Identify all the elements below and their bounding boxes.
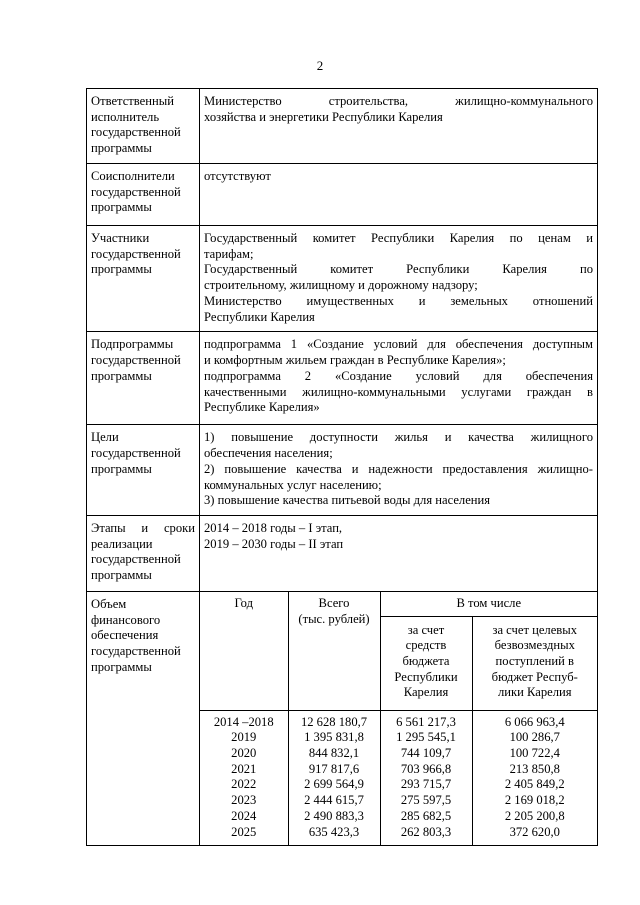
label-cell: Этапы и сроки реализации государственной программы — [87, 516, 200, 592]
label-cell: Подпрограммы государственной программы — [87, 332, 200, 425]
value-cell: 1) повышение доступности жилья и качества жилищного обеспечения населения; 2) повышение качества и надежности предоставления жилищно- коммунальных услуг населению; 3) повышение качества питьевой воды для населения — [200, 425, 598, 516]
label-cell: Ответственный исполнитель государственной программы — [87, 89, 200, 164]
budget-column: 6 561 217,3 1 295 545,1 744 109,7 703 966,8 293 715,7 275 597,5 285 682,5 262 803,3 — [380, 710, 472, 845]
value-cell: Государственный комитет Республики Карелия по ценам и тарифам; Государственный комитет Республики Карелия по строительному, жилищному и дорожному надзору; Министерство имущественных и земельных отношений Республики Карелия — [200, 225, 598, 331]
program-passport-table — [86, 88, 598, 846]
page-number: 2 — [316, 58, 324, 73]
financing-table — [200, 592, 597, 845]
row-goals — [87, 425, 598, 516]
financing-cell — [200, 592, 598, 846]
totals-column: 12 628 180,7 1 395 831,8 844 832,1 917 817,6 2 699 564,9 2 444 615,7 2 490 883,3 635 423,3 — [288, 710, 380, 845]
header-total: Всего (тыс. рублей) — [288, 592, 380, 710]
row-executor — [87, 89, 598, 164]
header-budget: за счет средств бюджета Республики Карелия — [380, 616, 472, 710]
value-cell: отсутствуют — [200, 163, 598, 225]
label-cell: Объем финансового обеспечения государственной программы — [87, 592, 200, 846]
label-cell: Цели государственной программы — [87, 425, 200, 516]
header-grants: за счет целевых безвозмездных поступлений в бюджет Респуб- лики Карелия — [472, 616, 597, 710]
years-column: 2014 –2018 2019 2020 2021 2022 2023 2024 2025 — [200, 710, 288, 845]
value-cell: 2014 – 2018 годы – I этап, 2019 – 2030 годы – II этап — [200, 516, 598, 592]
label-cell: Соисполнители государственной программы — [87, 163, 200, 225]
row-financing — [87, 592, 598, 846]
header-year: Год — [200, 592, 288, 710]
row-subprograms — [87, 332, 598, 425]
fin-data-row — [200, 710, 597, 845]
row-stages — [87, 516, 598, 592]
value-cell: подпрограмма 1 «Создание условий для обеспечения доступным и комфортным жильем граждан в Республике Карелия»; подпрограмма 2 «Создание условий для обеспечения качественными жилищно-коммунальными услугами граждан в Республике Карелия» — [200, 332, 598, 425]
value-cell: Министерство строительства, жилищно-коммунального хозяйства и энергетики Республики Карелия — [200, 89, 598, 164]
header-including: В том числе — [380, 592, 597, 616]
label-cell: Участники государственной программы — [87, 225, 200, 331]
fin-header-row — [200, 592, 597, 616]
grants-column: 6 066 963,4 100 286,7 100 722,4 213 850,8 2 405 849,2 2 169 018,2 2 205 200,8 372 620,0 — [472, 710, 597, 845]
row-participants — [87, 225, 598, 331]
row-coexecutors — [87, 163, 598, 225]
